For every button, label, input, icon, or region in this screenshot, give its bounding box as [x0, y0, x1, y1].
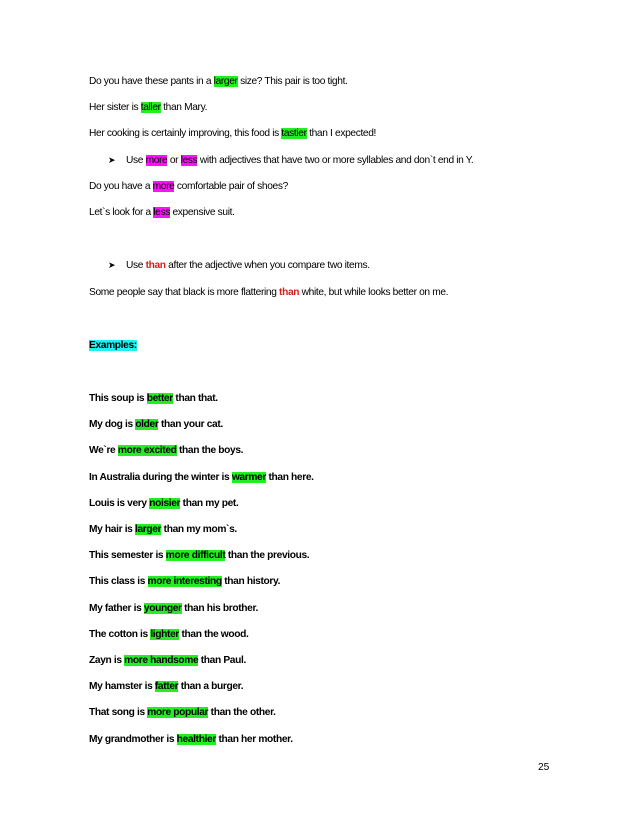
sentence-larger: Do you have these pants in a larger size? This pair is too tight.	[89, 76, 348, 87]
highlight: taller	[140, 102, 161, 113]
arrow-bullet-icon: ➤	[108, 155, 116, 165]
sentence-less-expensive: Let`s look for a less expensive suit.	[89, 207, 235, 218]
rule-more-less: ➤ Use more or less with adjectives that have two or more syllables and don`t end in Y.	[108, 155, 474, 166]
highlight: tastier	[281, 128, 307, 139]
example-sentence: This semester is more difficult than the previous.	[89, 550, 310, 562]
example-sentence: This soup is better than that.	[89, 393, 218, 404]
page-number: 25	[538, 762, 550, 773]
highlight: more interesting	[147, 576, 222, 588]
example-sentence: My hair is larger than my mom`s.	[89, 524, 237, 535]
example-sentence: The cotton is lighter than the wood.	[89, 628, 249, 640]
example-sentence: In Australia during the winter is warmer than here.	[89, 471, 314, 483]
example-sentence: Zayn is more handsome than Paul.	[89, 655, 246, 666]
highlight: more difficult	[165, 550, 226, 562]
highlight: less	[180, 155, 198, 166]
highlight: less	[153, 207, 170, 218]
highlight: lighter	[150, 628, 180, 640]
highlight: more handsome	[124, 655, 199, 666]
highlight: more	[152, 181, 175, 192]
highlight: larger	[134, 524, 162, 535]
highlight: warmer	[231, 471, 266, 483]
arrow-bullet-icon: ➤	[108, 260, 116, 270]
highlight: more excited	[117, 445, 177, 457]
examples-heading: Examples:	[89, 340, 137, 351]
example-sentence: My grandmother is healthier than her mother.	[89, 733, 293, 745]
highlight: more popular	[147, 707, 209, 719]
example-sentence: This class is more interesting than history.	[89, 576, 281, 588]
highlight: better	[146, 393, 173, 404]
example-sentence: My dog is older than your cat.	[89, 419, 223, 431]
highlight: older	[135, 419, 159, 431]
highlight: healthier	[176, 733, 216, 745]
sentence-taller: Her sister is taller than Mary.	[89, 102, 208, 113]
highlight: fatter	[154, 681, 179, 693]
example-sentence: My father is younger than his brother.	[89, 602, 258, 614]
example-sentence: My hamster is fatter than a burger.	[89, 681, 244, 693]
rule-than: ➤ Use than after the adjective when you compare two items.	[108, 260, 370, 271]
example-sentence: We`re more excited than the boys.	[89, 445, 244, 457]
example-sentence: Louis is very noisier than my pet.	[89, 497, 239, 509]
sentence-flattering: Some people say that black is more flattering than white, but while looks better on me.	[89, 287, 449, 298]
sentence-more-comfortable: Do you have a more comfortable pair of shoes?	[89, 181, 288, 192]
example-sentence: That song is more popular than the other.	[89, 707, 276, 719]
highlight: larger	[213, 76, 238, 87]
highlight: more	[145, 155, 168, 166]
sentence-tastier: Her cooking is certainly improving, this food is tastier than I expected!	[89, 128, 377, 139]
highlight: noisier	[149, 497, 181, 509]
highlight: younger	[143, 602, 182, 614]
